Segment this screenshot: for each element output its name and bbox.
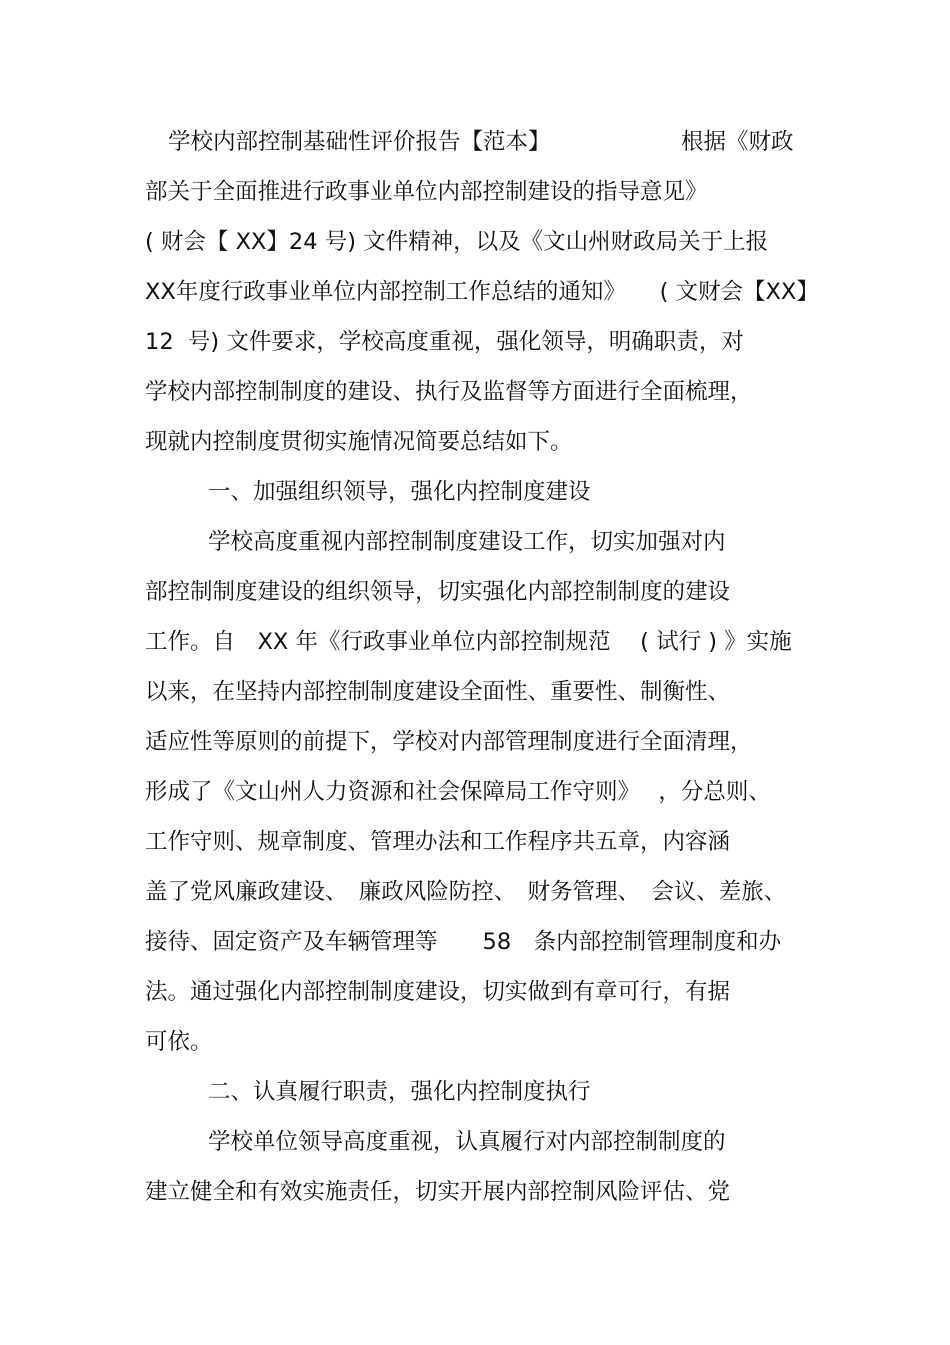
paragraph-line: 以来，在坚持内部控制制度建设全面性、重要性、制衡性、 <box>145 679 731 705</box>
paragraph-line: 可依。 <box>145 1029 213 1055</box>
paragraph-line: 学校内部控制制度的建设、执行及监督等方面进行全面梳理， <box>145 379 753 405</box>
paragraph-line: 接待、固定资产及车辆管理等 58 条内部控制管理制度和办 <box>145 929 782 955</box>
paragraph-line: 部控制制度建设的组织领导，切实强化内部控制制度的建设 <box>145 579 731 605</box>
paragraph-line: 部关于全面推进行政事业单位内部控制建设的指导意见》 <box>145 179 708 205</box>
section-heading: 一、加强组织领导，强化内控制度建设 <box>208 479 591 505</box>
paragraph-line: 适应性等原则的前提下，学校对内部管理制度进行全面清理， <box>145 729 753 755</box>
paragraph-line: XX年度行政事业单位内部控制工作总结的通知》 ( 文财会【XX】 <box>145 279 819 305</box>
paragraph-line: 根据《财政 <box>681 129 794 155</box>
section-heading: 二、认真履行职责，强化内控制度执行 <box>208 1079 591 1105</box>
document-title: 学校内部控制基础性评价报告【范本】 <box>168 129 551 155</box>
paragraph-line: 学校高度重视内部控制制度建设工作，切实加强对内 <box>208 529 726 555</box>
paragraph-line: 工作。自 XX 年《行政事业单位内部控制规范 ( 试行 ) 》实施 <box>145 629 792 655</box>
paragraph-line: 现就内控制度贯彻实施情况简要总结如下。 <box>145 429 573 455</box>
paragraph-line: ( 财会【 XX】24 号) 文件精神，以及《文山州财政局关于上报 <box>145 229 769 255</box>
paragraph-line: 12 号) 文件要求，学校高度重视，强化领导，明确职责，对 <box>145 329 744 355</box>
paragraph-line: 建立健全和有效实施责任，切实开展内部控制风险评估、党 <box>145 1179 731 1205</box>
paragraph-line: 工作守则、规章制度、管理办法和工作程序共五章，内容涵 <box>145 829 731 855</box>
paragraph-line: 盖了党风廉政建设、 廉政风险防控、 财务管理、 会议、差旅、 <box>145 879 787 905</box>
paragraph-line: 学校单位领导高度重视，认真履行对内部控制制度的 <box>208 1129 726 1155</box>
paragraph-line: 法。通过强化内部控制制度建设，切实做到有章可行，有据 <box>145 979 731 1005</box>
paragraph-line: 形成了《文山州人力资源和社会保障局工作守则》 ，分总则、 <box>145 779 771 805</box>
